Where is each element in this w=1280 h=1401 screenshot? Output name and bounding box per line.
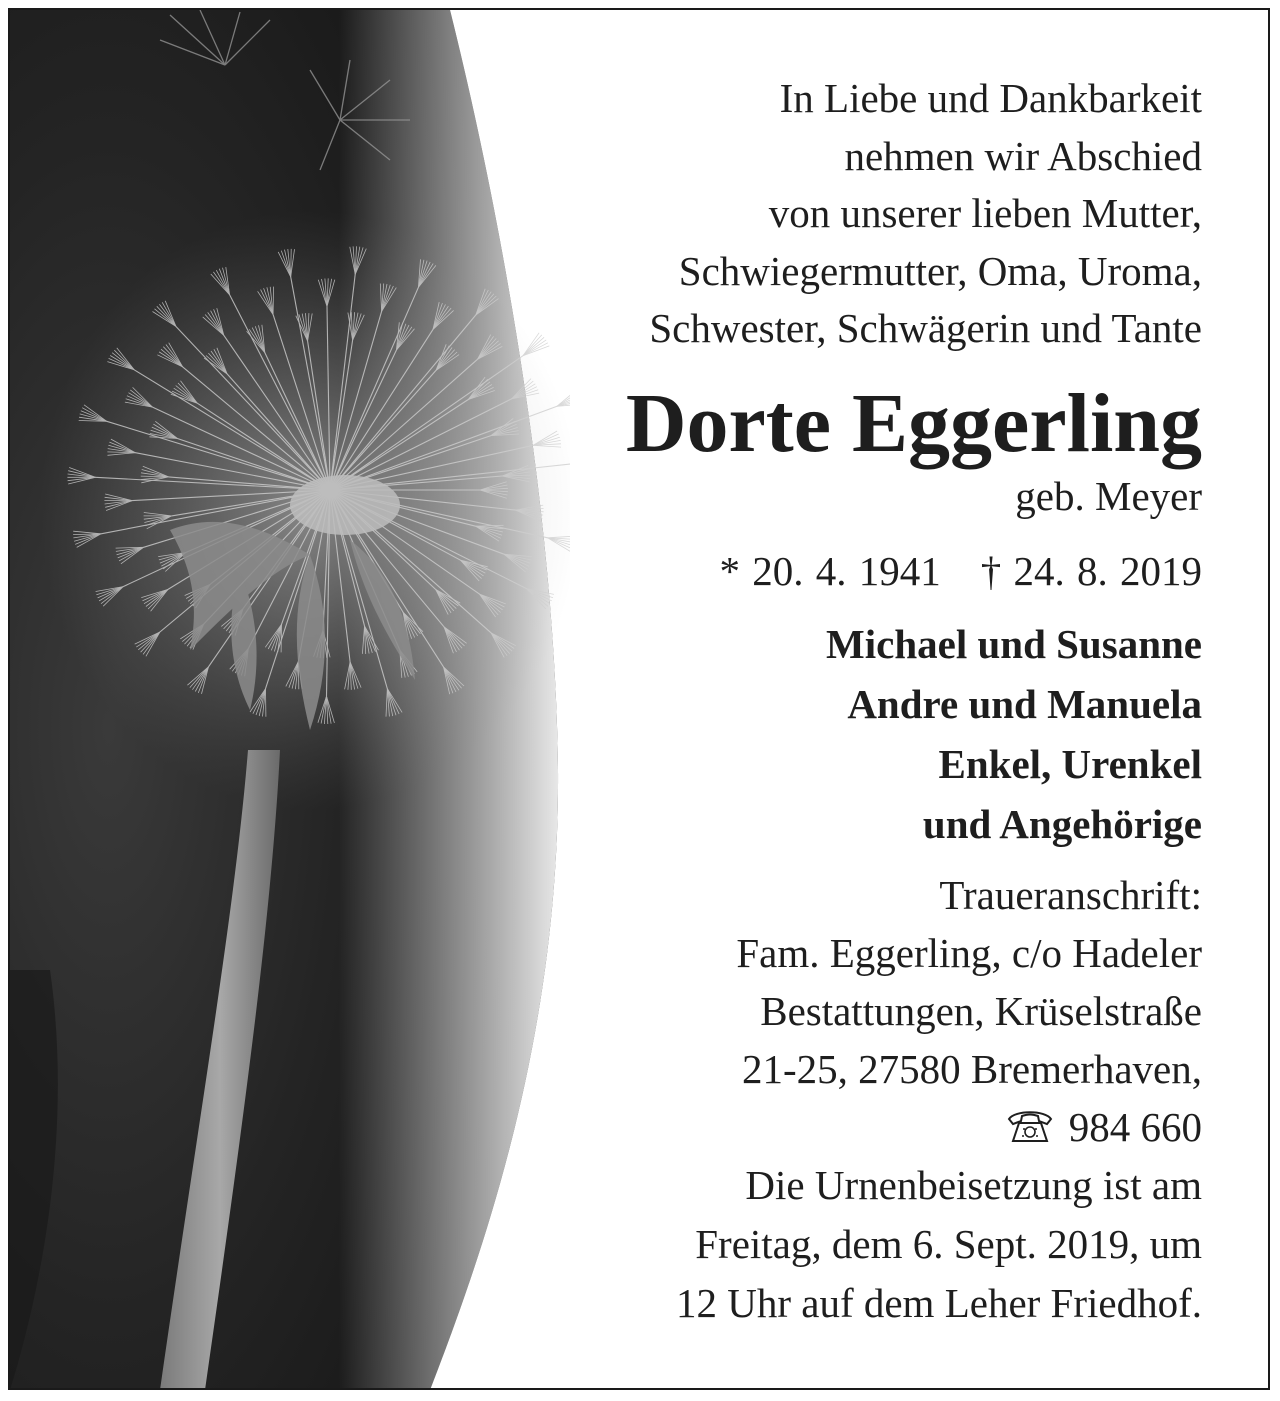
- mourner-line: und Angehörige: [922, 800, 1202, 847]
- burial-line: Freitag, dem 6. Sept. 2019, um: [695, 1220, 1202, 1267]
- intro-line: Schwiegermutter, Oma, Uroma,: [678, 247, 1202, 294]
- address-line: 21-25, 27580 Bremerhaven,: [742, 1045, 1202, 1092]
- burial-line: Die Urnenbeisetzung ist am: [745, 1161, 1202, 1208]
- notice-text: [462, 10, 1202, 1333]
- maiden-name: geb. Meyer: [1015, 472, 1202, 519]
- death-date: † 24. 8. 2019: [980, 547, 1202, 594]
- mourning-address: [462, 866, 1202, 1156]
- obituary-notice: [8, 8, 1270, 1390]
- intro-line: In Liebe und Dankbarkeit: [779, 75, 1202, 121]
- telephone-icon: [1005, 1107, 1055, 1145]
- mourner-line: Andre und Manuela: [847, 680, 1202, 727]
- intro-line: nehmen wir Abschied: [844, 132, 1202, 179]
- life-dates: [462, 543, 1202, 600]
- address-line: Fam. Eggerling, c/o Hadeler: [736, 929, 1202, 976]
- mourners-section: [462, 614, 1202, 854]
- phone-line: [462, 1098, 1202, 1156]
- burial-info: [462, 1156, 1202, 1333]
- birth-date: * 20. 4. 1941: [719, 547, 941, 594]
- burial-line: 12 Uhr auf dem Leher Friedhof.: [676, 1279, 1202, 1326]
- phone-number: 984 660: [1068, 1103, 1202, 1150]
- mourner-line: Enkel, Urenkel: [938, 740, 1202, 787]
- intro-line: Schwester, Schwägerin und Tante: [649, 305, 1202, 351]
- address-line: Traueranschrift:: [939, 871, 1202, 918]
- intro-section: [462, 10, 1202, 358]
- intro-line: von unserer lieben Mutter,: [768, 190, 1202, 236]
- mourner-line: Michael und Susanne: [826, 620, 1202, 667]
- address-line: Bestattungen, Krüselstraße: [760, 987, 1202, 1034]
- deceased-name: Dorte Eggerling: [625, 376, 1202, 470]
